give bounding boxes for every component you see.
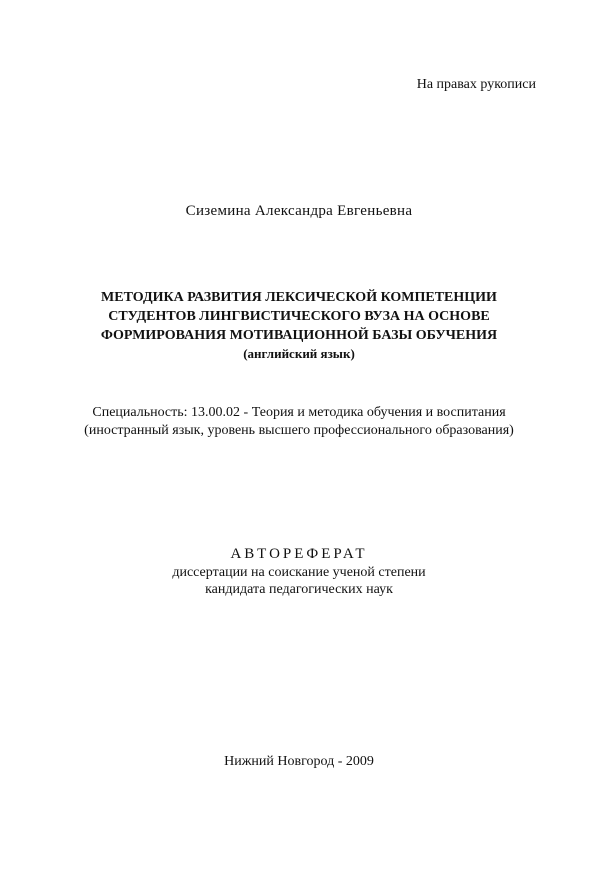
- abstract-line-2: кандидата педагогических наук: [205, 582, 393, 597]
- specialty-line-2: (иностранный язык, уровень высшего профессионального образования): [84, 423, 514, 438]
- title-line-1: МЕТОДИКА РАЗВИТИЯ ЛЕКСИЧЕСКОЙ КОМПЕТЕНЦИИ: [101, 290, 497, 305]
- abstract-heading: АВТОРЕФЕРАТ: [230, 546, 368, 562]
- title-line-2: СТУДЕНТОВ ЛИНГВИСТИЧЕСКОГО ВУЗА НА ОСНОВЕ: [108, 309, 490, 324]
- specialty-line-1: Специальность: 13.00.02 - Теория и методика обучения и воспитания: [92, 405, 506, 420]
- dissertation-title: [0, 288, 598, 363]
- specialty-block: [0, 404, 598, 440]
- title-line-3: ФОРМИРОВАНИЯ МОТИВАЦИОННОЙ БАЗЫ ОБУЧЕНИЯ: [100, 328, 498, 343]
- place-and-year: Нижний Новгород - 2009: [224, 754, 374, 769]
- title-subtitle: (английский язык): [243, 346, 355, 361]
- abstract-line-1: диссертации на соискание ученой степени: [172, 565, 426, 580]
- abstract-block: [0, 545, 598, 598]
- manuscript-rights-note: На правах рукописи: [416, 77, 536, 92]
- author-name: Сиземина Александра Евгеньевна: [185, 203, 413, 219]
